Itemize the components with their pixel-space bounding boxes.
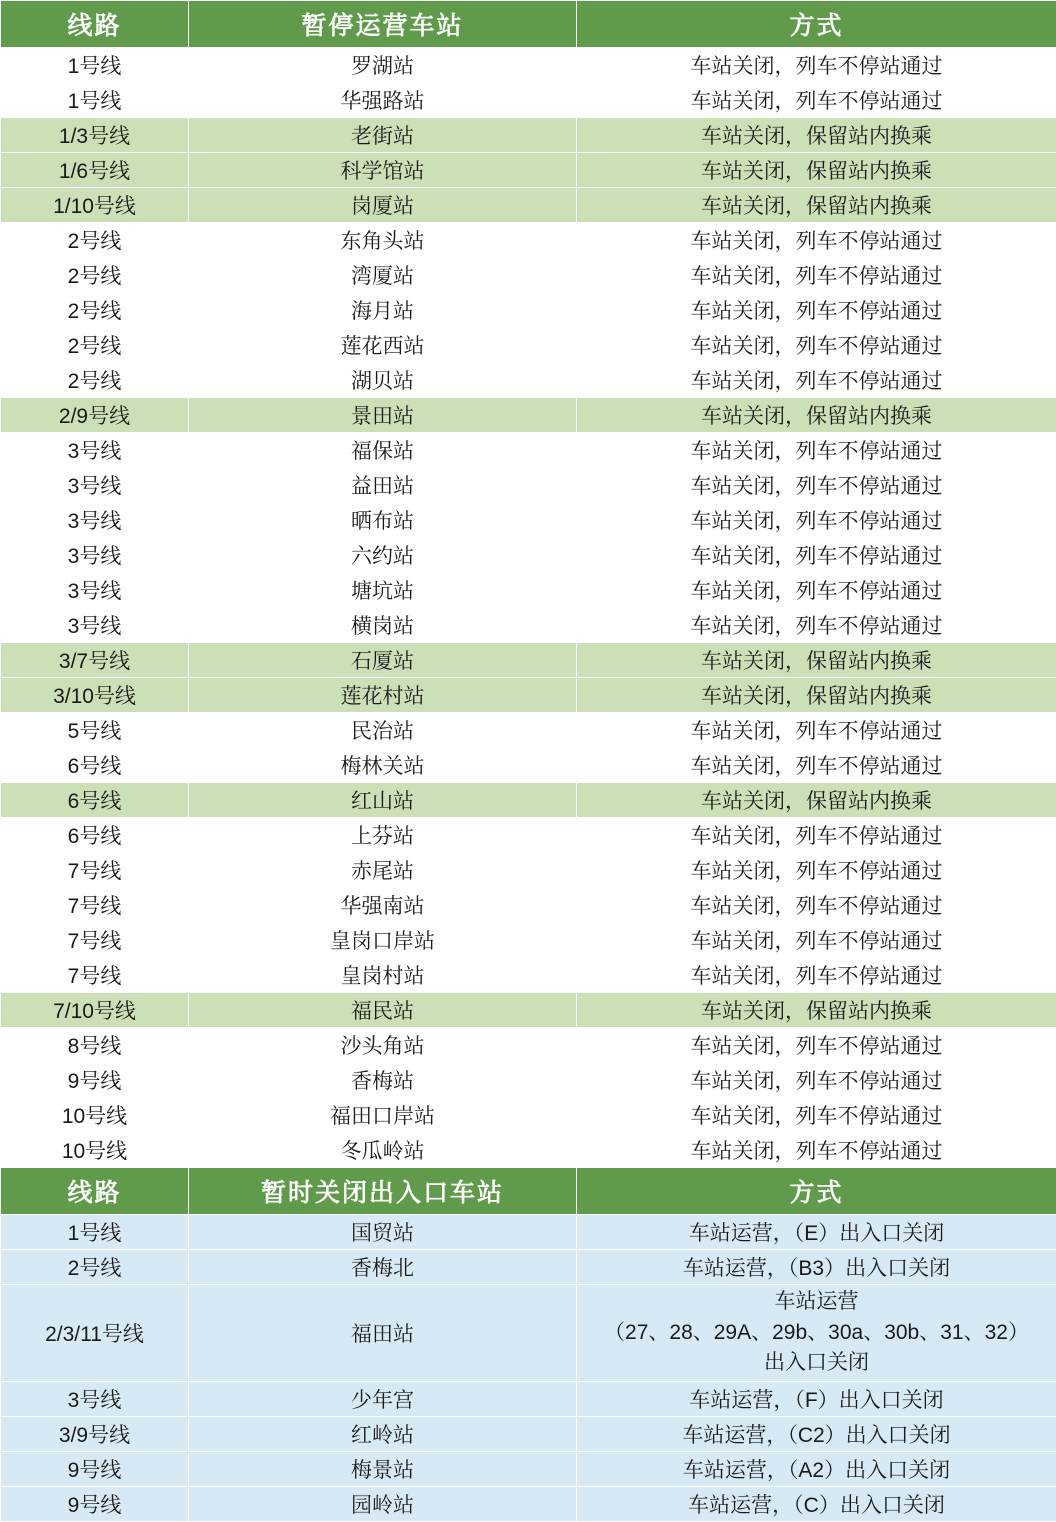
cell-line: 1/3号线: [1, 118, 189, 153]
table-row: [1, 853, 1056, 888]
cell-station: 沙头角站: [189, 1028, 577, 1063]
cell-method: 车站关闭，保留站内换乘: [577, 678, 1056, 713]
table-row: [1, 1250, 1056, 1285]
table-row: [1, 118, 1056, 153]
cell-line: 7/10号线: [1, 993, 189, 1028]
table-row: [1, 48, 1056, 83]
column-header-method: 方式: [577, 1, 1056, 48]
cell-line: 3号线: [1, 503, 189, 538]
table-row: [1, 1063, 1056, 1098]
cell-station: 赤尾站: [189, 853, 577, 888]
table-row: [1, 153, 1056, 188]
cell-line: 2号线: [1, 293, 189, 328]
cell-line: 7号线: [1, 853, 189, 888]
cell-line: 3号线: [1, 573, 189, 608]
cell-station: 香梅北: [189, 1250, 577, 1285]
table-row: [1, 1285, 1056, 1382]
cell-station: 冬瓜岭站: [189, 1133, 577, 1168]
cell-method: 车站关闭，列车不停站通过: [577, 923, 1056, 958]
cell-method: 车站关闭，列车不停站通过: [577, 1028, 1056, 1063]
cell-method: 车站关闭，列车不停站通过: [577, 888, 1056, 923]
table-header-row: [1, 1168, 1056, 1215]
cell-station: 景田站: [189, 398, 577, 433]
table-row: [1, 328, 1056, 363]
cell-station: 梅景站: [189, 1452, 577, 1487]
table-row: [1, 748, 1056, 783]
cell-line: 6号线: [1, 818, 189, 853]
cell-station: 梅林关站: [189, 748, 577, 783]
cell-method: 车站关闭，列车不停站通过: [577, 258, 1056, 293]
table-row: [1, 1028, 1056, 1063]
table-row: [1, 678, 1056, 713]
cell-station: 横岗站: [189, 608, 577, 643]
table-row: [1, 1098, 1056, 1133]
table-row: [1, 1487, 1056, 1522]
table-row: [1, 608, 1056, 643]
cell-station: 少年宫: [189, 1382, 577, 1417]
column-header-station: 暂停运营车站: [189, 1, 577, 48]
cell-method: 车站关闭，列车不停站通过: [577, 958, 1056, 993]
cell-station: 红岭站: [189, 1417, 577, 1452]
cell-station: 岗厦站: [189, 188, 577, 223]
cell-station: 六约站: [189, 538, 577, 573]
cell-station: 罗湖站: [189, 48, 577, 83]
table-row: [1, 398, 1056, 433]
cell-station: 皇岗村站: [189, 958, 577, 993]
cell-method: 车站关闭，保留站内换乘: [577, 398, 1056, 433]
cell-method: 车站关闭，保留站内换乘: [577, 783, 1056, 818]
cell-line: 10号线: [1, 1133, 189, 1168]
cell-method: 车站关闭，列车不停站通过: [577, 538, 1056, 573]
cell-line: 6号线: [1, 783, 189, 818]
cell-line: 6号线: [1, 748, 189, 783]
table-row: [1, 468, 1056, 503]
cell-station: 莲花西站: [189, 328, 577, 363]
cell-method: 车站关闭，列车不停站通过: [577, 293, 1056, 328]
cell-line: 1/6号线: [1, 153, 189, 188]
cell-station: 皇岗口岸站: [189, 923, 577, 958]
table-row: [1, 83, 1056, 118]
cell-station: 东角头站: [189, 223, 577, 258]
table-row: [1, 818, 1056, 853]
cell-line: 2/9号线: [1, 398, 189, 433]
cell-line: 3/9号线: [1, 1417, 189, 1452]
cell-station: 石厦站: [189, 643, 577, 678]
cell-method: 车站关闭，列车不停站通过: [577, 1063, 1056, 1098]
table-row: [1, 1417, 1056, 1452]
cell-method: 车站关闭，列车不停站通过: [577, 818, 1056, 853]
cell-line: 8号线: [1, 1028, 189, 1063]
cell-line: 3号线: [1, 433, 189, 468]
table-row: [1, 573, 1056, 608]
cell-line: 2号线: [1, 1250, 189, 1285]
cell-method: 车站关闭，列车不停站通过: [577, 713, 1056, 748]
table-row: [1, 1133, 1056, 1168]
table-row: [1, 1452, 1056, 1487]
column-header-line: 线路: [1, 1, 189, 48]
cell-method: 车站关闭，列车不停站通过: [577, 573, 1056, 608]
cell-station: 华强路站: [189, 83, 577, 118]
cell-line: 3号线: [1, 608, 189, 643]
cell-station: 晒布站: [189, 503, 577, 538]
cell-method: 车站关闭，保留站内换乘: [577, 643, 1056, 678]
cell-station: 民治站: [189, 713, 577, 748]
cell-station: 福田口岸站: [189, 1098, 577, 1133]
table-row: [1, 363, 1056, 398]
cell-station: 湖贝站: [189, 363, 577, 398]
table-row: [1, 713, 1056, 748]
cell-line: 3号线: [1, 468, 189, 503]
cell-method: 车站运营，（F）出入口关闭: [577, 1382, 1056, 1417]
cell-line: 1号线: [1, 48, 189, 83]
cell-line: 3/7号线: [1, 643, 189, 678]
table-row: [1, 1215, 1056, 1250]
cell-station: 华强南站: [189, 888, 577, 923]
cell-line: 9号线: [1, 1063, 189, 1098]
table-header-row: [1, 1, 1056, 48]
cell-line: 2号线: [1, 328, 189, 363]
table-row: [1, 923, 1056, 958]
cell-station: 湾厦站: [189, 258, 577, 293]
cell-station: 益田站: [189, 468, 577, 503]
cell-station: 福田站: [189, 1285, 577, 1382]
cell-station: 香梅站: [189, 1063, 577, 1098]
cell-method: 车站关闭，列车不停站通过: [577, 48, 1056, 83]
cell-method: 车站运营，（B3）出入口关闭: [577, 1250, 1056, 1285]
cell-station: 莲花村站: [189, 678, 577, 713]
cell-method: 车站关闭，保留站内换乘: [577, 153, 1056, 188]
table-row: [1, 783, 1056, 818]
column-header-line: 线路: [1, 1168, 189, 1215]
cell-station: 福民站: [189, 993, 577, 1028]
cell-line: 3号线: [1, 538, 189, 573]
cell-method: 车站关闭，列车不停站通过: [577, 83, 1056, 118]
cell-method: 车站关闭，列车不停站通过: [577, 363, 1056, 398]
cell-line: 7号线: [1, 888, 189, 923]
cell-method: 车站关闭，列车不停站通过: [577, 468, 1056, 503]
cell-method: 车站关闭，列车不停站通过: [577, 748, 1056, 783]
cell-method: 车站关闭，保留站内换乘: [577, 993, 1056, 1028]
cell-line: 10号线: [1, 1098, 189, 1133]
table-row: [1, 188, 1056, 223]
cell-method: 车站关闭，列车不停站通过: [577, 328, 1056, 363]
cell-line: 5号线: [1, 713, 189, 748]
table-row: [1, 888, 1056, 923]
cell-line: 2号线: [1, 223, 189, 258]
cell-station: 科学馆站: [189, 153, 577, 188]
table-row: [1, 293, 1056, 328]
column-header-station: 暂时关闭出入口车站: [189, 1168, 577, 1215]
cell-method: 车站关闭，列车不停站通过: [577, 1098, 1056, 1133]
cell-station: 海月站: [189, 293, 577, 328]
cell-method: 车站运营，（A2）出入口关闭: [577, 1452, 1056, 1487]
table-row: [1, 958, 1056, 993]
cell-line: 3/10号线: [1, 678, 189, 713]
cell-line: 9号线: [1, 1452, 189, 1487]
cell-station: 园岭站: [189, 1487, 577, 1522]
column-header-method: 方式: [577, 1168, 1056, 1215]
cell-station: 红山站: [189, 783, 577, 818]
cell-line: 3号线: [1, 1382, 189, 1417]
table-row: [1, 223, 1056, 258]
cell-line: 2号线: [1, 258, 189, 293]
cell-line: 7号线: [1, 958, 189, 993]
cell-method: 车站关闭，保留站内换乘: [577, 118, 1056, 153]
cell-line: 1号线: [1, 83, 189, 118]
cell-method: 车站关闭，列车不停站通过: [577, 223, 1056, 258]
cell-method: 车站关闭，列车不停站通过: [577, 853, 1056, 888]
cell-station: 福保站: [189, 433, 577, 468]
cell-method: 车站关闭，列车不停站通过: [577, 433, 1056, 468]
cell-method: 车站运营 （27、28、29A、29b、30a、30b、31、32） 出入口关闭: [577, 1285, 1056, 1382]
cell-method: 车站关闭，列车不停站通过: [577, 1133, 1056, 1168]
cell-line: 2/3/11号线: [1, 1285, 189, 1382]
table-row: [1, 643, 1056, 678]
table-row: [1, 258, 1056, 293]
cell-method: 车站关闭，保留站内换乘: [577, 188, 1056, 223]
cell-line: 9号线: [1, 1487, 189, 1522]
cell-method: 车站关闭，列车不停站通过: [577, 608, 1056, 643]
cell-line: 7号线: [1, 923, 189, 958]
table-row: [1, 433, 1056, 468]
cell-method: 车站运营，（C）出入口关闭: [577, 1487, 1056, 1522]
cell-line: 1/10号线: [1, 188, 189, 223]
table-row: [1, 538, 1056, 573]
cell-method: 车站运营，（C2）出入口关闭: [577, 1417, 1056, 1452]
cell-station: 老街站: [189, 118, 577, 153]
cell-method: 车站关闭，列车不停站通过: [577, 503, 1056, 538]
table-row: [1, 503, 1056, 538]
table-row: [1, 993, 1056, 1028]
cell-line: 2号线: [1, 363, 189, 398]
cell-method: 车站运营，（E）出入口关闭: [577, 1215, 1056, 1250]
cell-station: 国贸站: [189, 1215, 577, 1250]
cell-station: 塘坑站: [189, 573, 577, 608]
cell-line: 1号线: [1, 1215, 189, 1250]
cell-station: 上芬站: [189, 818, 577, 853]
table-row: [1, 1382, 1056, 1417]
